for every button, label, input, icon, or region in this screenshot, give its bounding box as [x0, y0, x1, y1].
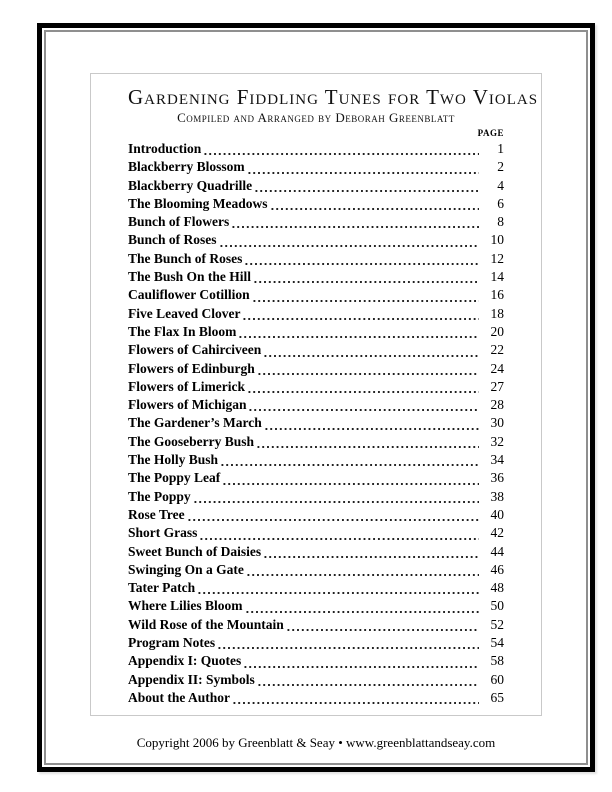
- toc-entry-title: Cauliflower Cotillion: [128, 287, 250, 303]
- toc-entry-page: 50: [490, 598, 504, 614]
- toc-entry-title: Bunch of Roses: [128, 232, 217, 248]
- toc-entry-title: The Gardener’s March: [128, 415, 262, 431]
- toc-row: [128, 524, 504, 542]
- toc-entry-title: Introduction: [128, 141, 202, 156]
- page-content: [46, 32, 586, 763]
- toc-entry-page: 54: [490, 635, 504, 651]
- toc-entry-title: Sweet Bunch of Daisies: [128, 543, 262, 559]
- toc-row: [128, 378, 504, 396]
- dot-leader: [219, 231, 479, 249]
- toc-entry-page: 58: [490, 653, 504, 669]
- toc-row: [128, 195, 504, 213]
- toc-row: [128, 616, 504, 634]
- toc-row: [128, 396, 504, 414]
- toc-row: [128, 341, 504, 359]
- dot-leader: [242, 305, 479, 323]
- dot-leader: [256, 433, 479, 451]
- book-subtitle: Compiled and Arranged by Deborah Greenblatt: [177, 110, 455, 125]
- toc-row: [128, 414, 504, 432]
- dot-leader: [248, 396, 479, 414]
- toc-entry-title: Blackberry Blossom: [128, 159, 245, 175]
- toc-entry-title: The Flax In Bloom: [128, 323, 237, 339]
- dot-leader: [263, 341, 479, 359]
- toc-entry-title: About the Author: [128, 689, 231, 705]
- toc-entry-title: Blackberry Quadrille: [128, 177, 253, 193]
- toc-row: [128, 469, 504, 487]
- toc-row: [128, 231, 504, 249]
- toc-entry-title: Wild Rose of the Mountain: [128, 616, 284, 632]
- dot-leader: [270, 195, 479, 213]
- toc-entry-title: Flowers of Michigan: [128, 397, 247, 413]
- toc-row: [128, 323, 504, 341]
- dot-leader: [257, 360, 479, 378]
- toc-entry-page: 27: [490, 378, 504, 394]
- toc-entry-title: Flowers of Limerick: [128, 378, 245, 394]
- toc-entry-page: 52: [490, 616, 504, 632]
- toc-entry-page: 12: [490, 250, 504, 266]
- dot-leader: [247, 378, 479, 396]
- dot-leader: [243, 652, 479, 670]
- toc-entry-page: 65: [490, 689, 504, 705]
- dot-leader: [220, 451, 479, 469]
- toc-entry-page: 2: [497, 159, 504, 175]
- toc-box: [90, 73, 542, 716]
- toc-entry-page: 46: [490, 561, 504, 577]
- toc-row: [128, 433, 504, 451]
- toc-row: [128, 634, 504, 652]
- dot-leader: [187, 506, 479, 524]
- dot-leader: [231, 213, 479, 231]
- toc-entry-title: Where Lilies Bloom: [128, 598, 243, 614]
- toc-row: [128, 597, 504, 615]
- toc-entry-title: The Blooming Meadows: [128, 195, 268, 211]
- toc-entry-page: 10: [490, 232, 504, 248]
- toc-row: [128, 268, 504, 286]
- copyright-line: Copyright 2006 by Greenblatt & Seay • www.greenblattandseay.com: [136, 735, 496, 751]
- dot-leader: [252, 286, 479, 304]
- toc-entry-title: The Poppy: [128, 488, 191, 504]
- toc-entry-title: Tater Patch: [128, 580, 196, 596]
- dot-leader: [245, 597, 480, 615]
- toc-entry-page: 44: [490, 543, 504, 559]
- toc-entry-title: Flowers of Cahirciveen: [128, 342, 262, 358]
- dot-leader: [199, 524, 479, 542]
- toc-entry-page: 30: [490, 415, 504, 431]
- toc-row: [128, 286, 504, 304]
- dot-leader: [193, 488, 479, 506]
- dot-leader: [238, 323, 479, 341]
- toc-entry-page: 60: [490, 671, 504, 687]
- toc-entry-page: 20: [490, 323, 504, 339]
- toc-row: [128, 451, 504, 469]
- dot-leader: [263, 543, 479, 561]
- toc-entry-title: Flowers of Edinburgh: [128, 360, 255, 376]
- dot-leader: [254, 177, 479, 195]
- toc-row: [128, 543, 504, 561]
- toc-row: [128, 158, 504, 176]
- toc-row: [128, 652, 504, 670]
- dot-leader: [203, 140, 479, 158]
- dot-leader: [264, 414, 479, 432]
- toc-entry-page: 42: [490, 525, 504, 541]
- toc-entry-title: Five Leaved Clover: [128, 305, 241, 321]
- toc-row: [128, 689, 504, 707]
- toc-entry-title: The Holly Bush: [128, 452, 219, 468]
- toc-entry-page: 40: [490, 506, 504, 522]
- toc-entry-title: Short Grass: [128, 525, 198, 541]
- toc-entry-page: 28: [490, 397, 504, 413]
- book-title: Gardening Fiddling Tunes for Two Violas: [128, 85, 539, 109]
- toc-entry-page: 14: [490, 269, 504, 285]
- toc-entry-page: 24: [490, 360, 504, 376]
- dot-leader: [247, 158, 479, 176]
- toc-entry-title: The Poppy Leaf: [128, 470, 221, 486]
- dot-leader: [257, 671, 479, 689]
- toc-entry-title: Appendix I: Quotes: [128, 653, 242, 669]
- toc-entry-title: Rose Tree: [128, 506, 185, 522]
- toc-entry-page: 1: [497, 141, 504, 156]
- toc-row: [128, 579, 504, 597]
- toc-entry-title: Program Notes: [128, 635, 216, 651]
- page-border-outer: [37, 23, 595, 772]
- toc-row: [128, 177, 504, 195]
- toc-entry-page: 32: [490, 433, 504, 449]
- toc-entry-page: 48: [490, 580, 504, 596]
- toc-entry-page: 36: [490, 470, 504, 486]
- toc-row: [128, 213, 504, 231]
- dot-leader: [232, 689, 479, 707]
- toc-entry-title: Appendix II: Symbols: [128, 671, 255, 687]
- toc-entry-page: 34: [490, 452, 504, 468]
- toc-entry-title: Swinging On a Gate: [128, 561, 244, 577]
- dot-leader: [246, 561, 479, 579]
- dot-leader: [244, 250, 479, 268]
- toc-row: [128, 140, 504, 158]
- dot-leader: [253, 268, 479, 286]
- toc-entry-page: 22: [490, 342, 504, 358]
- toc-entry-page: 4: [497, 177, 504, 193]
- dot-leader: [222, 469, 479, 487]
- toc-entry-page: 8: [497, 214, 504, 230]
- page-border-inner: [44, 30, 588, 765]
- toc-row: [128, 561, 504, 579]
- toc-row: [128, 671, 504, 689]
- toc-row: [128, 360, 504, 378]
- toc-entry-title: The Gooseberry Bush: [128, 433, 255, 449]
- page-column-header: PAGE: [477, 128, 504, 138]
- toc-entry-page: 18: [490, 305, 504, 321]
- toc-entry-title: The Bunch of Roses: [128, 250, 243, 266]
- toc-entry-page: 38: [490, 488, 504, 504]
- toc-row: [128, 250, 504, 268]
- toc-entry-page: 6: [497, 195, 504, 211]
- dot-leader: [286, 616, 479, 634]
- toc-row: [128, 506, 504, 524]
- toc-row: [128, 305, 504, 323]
- toc-list: [128, 140, 504, 707]
- toc-row: [128, 488, 504, 506]
- toc-entry-title: The Bush On the Hill: [128, 269, 252, 285]
- dot-leader: [217, 634, 479, 652]
- toc-entry-title: Bunch of Flowers: [128, 214, 230, 230]
- toc-entry-page: 16: [490, 287, 504, 303]
- dot-leader: [197, 579, 479, 597]
